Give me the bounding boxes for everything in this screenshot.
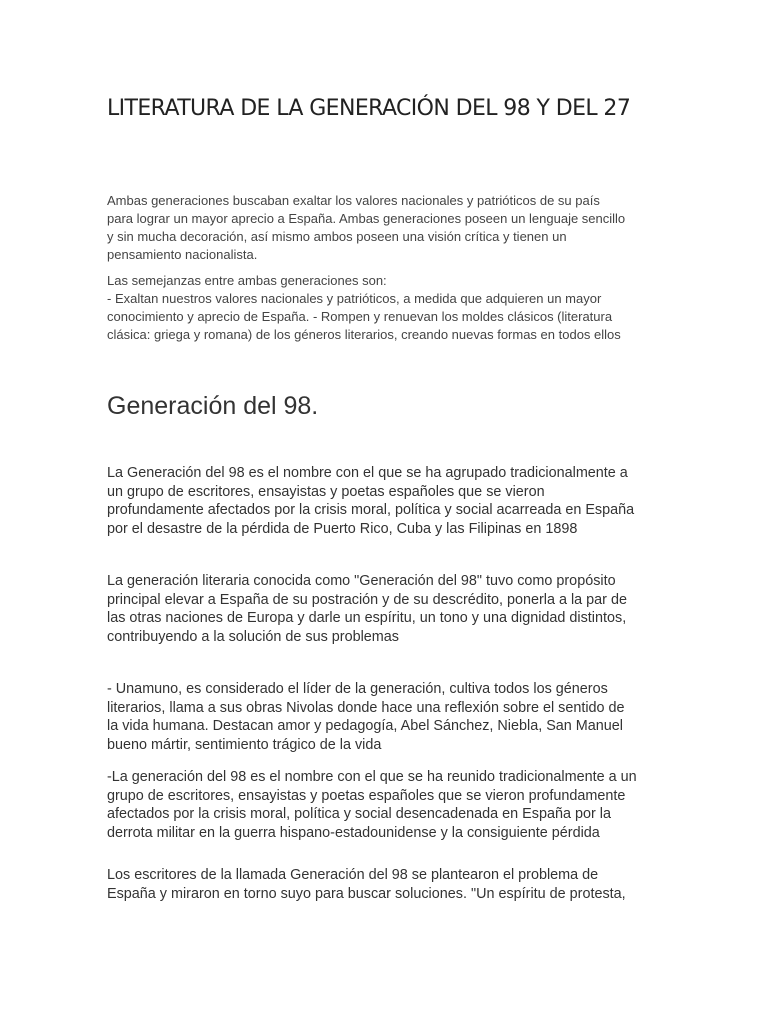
section-paragraph-3 — [107, 680, 667, 754]
text-line: contribuyendo a la solución de sus problemas — [107, 628, 399, 645]
text-line: La generación literaria conocida como "Generación del 98" tuvo como propósito — [107, 573, 616, 589]
text-line: por el desastre de la pérdida de Puerto Rico, Cuba y las Filipinas en 1898 — [107, 520, 578, 537]
text-line: y sin mucha decoración, así mismo ambos poseen una visión crítica y tienen un — [107, 229, 567, 244]
text-line: grupo de escritores, ensayistas y poetas españoles que se vieron profundamente — [107, 787, 626, 804]
text-line: -La generación del 98 es el nombre con el que se ha reunido tradicionalmente a un — [107, 769, 637, 785]
text-line: principal elevar a España de su postración y de su descrédito, ponerla a la par de — [107, 591, 627, 608]
intro-paragraph-2 — [107, 272, 667, 344]
text-line: Ambas generaciones buscaban exaltar los valores nacionales y patrióticos de su país — [107, 193, 600, 208]
section-paragraph-2 — [107, 572, 667, 646]
text-line: - Exaltan nuestros valores nacionales y patrióticos, a medida que adquieren un mayor — [107, 291, 602, 306]
document-title: LITERATURA DE LA GENERACIÓN DEL 98 Y DEL 27 — [107, 96, 631, 121]
text-line: Las semejanzas entre ambas generaciones son: — [107, 273, 387, 288]
text-line: las otras naciones de Europa y darle un espíritu, un tono y una dignidad distintos, — [107, 610, 627, 627]
text-line: profundamente afectados por la crisis moral, política y social acarreada en España — [107, 502, 635, 519]
section-paragraph-5 — [107, 866, 667, 903]
text-line: España y miraron en torno suyo para buscar soluciones. "Un espíritu de protesta, — [107, 885, 626, 902]
intro-paragraph-1 — [107, 192, 667, 264]
section-heading: Generación del 98. — [107, 392, 319, 420]
text-line: afectados por la crisis moral, política y social desencadenada en España por la — [107, 806, 611, 823]
section-paragraph-1 — [107, 464, 667, 538]
text-line: un grupo de escritores, ensayistas y poetas españoles que se vieron — [107, 483, 545, 500]
section-paragraph-4 — [107, 768, 667, 842]
text-line: clásica: griega y romana) de los géneros literarios, creando nuevas formas en todos ellos — [107, 327, 621, 342]
text-line: bueno mártir, sentimiento trágico de la vida — [107, 736, 382, 753]
text-line: para lograr un mayor aprecio a España. Ambas generaciones poseen un lenguaje sencillo — [107, 211, 626, 226]
text-line: La Generación del 98 es el nombre con el que se ha agrupado tradicionalmente a — [107, 465, 628, 481]
text-line: derrota militar en la guerra hispano-estadounidense y la consiguiente pérdida — [107, 824, 600, 841]
text-line: conocimiento y aprecio de España. - Rompen y renuevan los moldes clásicos (literatura — [107, 309, 613, 324]
text-line: Los escritores de la llamada Generación del 98 se plantearon el problema de — [107, 867, 599, 883]
text-line: la vida humana. Destacan amor y pedagogía, Abel Sánchez, Niebla, San Manuel — [107, 718, 623, 735]
text-line: literarios, llama a sus obras Nivolas donde hace una reflexión sobre el sentido de — [107, 699, 625, 716]
text-line: - Unamuno, es considerado el líder de la generación, cultiva todos los géneros — [107, 681, 608, 697]
text-line: pensamiento nacionalista. — [107, 247, 258, 262]
